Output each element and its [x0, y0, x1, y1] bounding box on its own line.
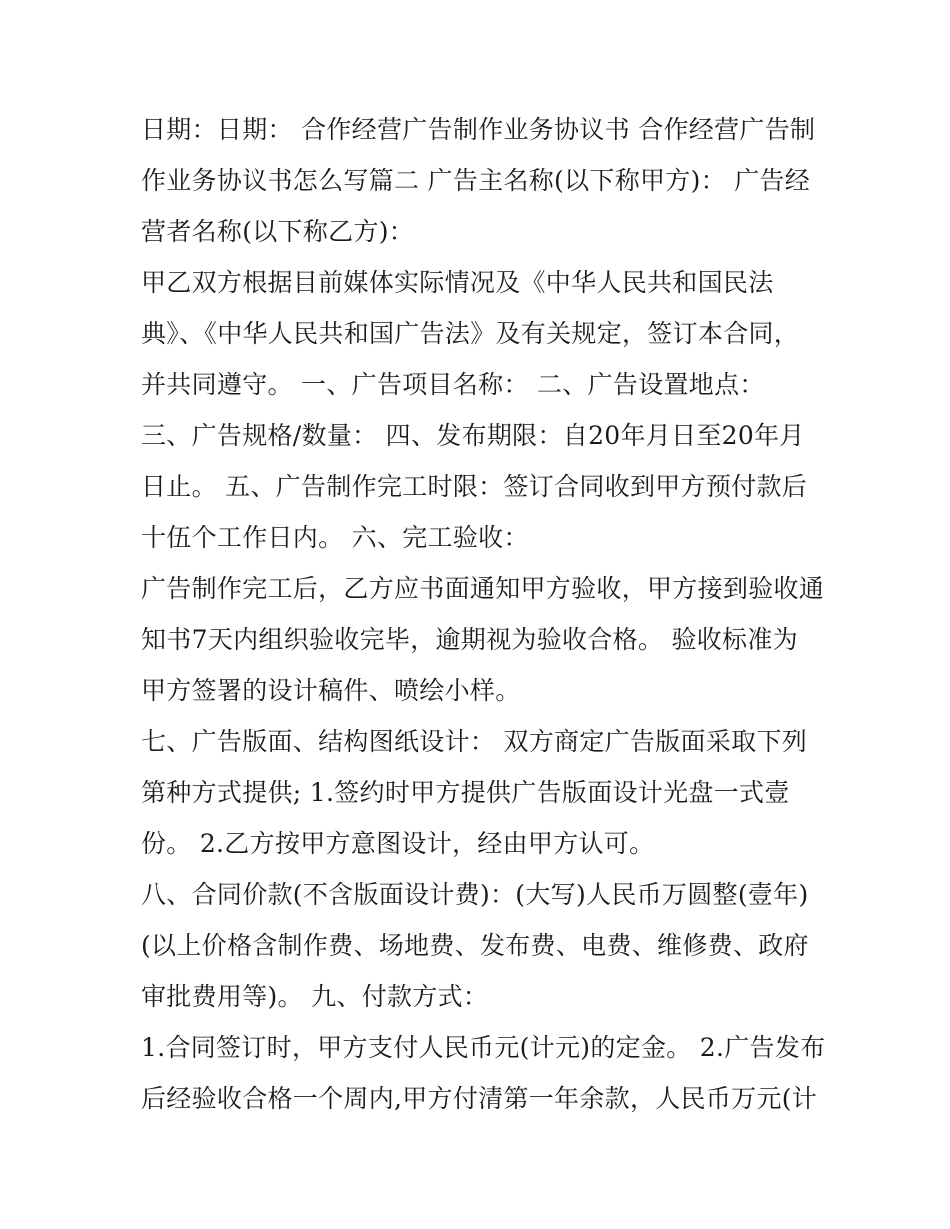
text-line: 第种方式提供; 1.签约时甲方提供广告版面设计光盘一式壹	[141, 778, 790, 807]
text-line: 甲乙双方根据目前媒体实际情况及《中华人民共和国民法	[141, 268, 774, 297]
text-line: 1.合同签订时，甲方支付人民币元(计元)的定金。 2.广告发布	[141, 1033, 826, 1062]
text-line: (以上价格含制作费、场地费、发布费、电费、维修费、政府	[141, 931, 809, 960]
text-line: 八、合同价款(不含版面设计费)：(大写)人民币万圆整(壹年)	[141, 880, 809, 909]
text-line: 份。 2.乙方按甲方意图设计，经由甲方认可。	[141, 829, 655, 858]
text-line: 营者名称(以下称乙方)：	[141, 217, 415, 246]
text-line: 审批费用等)。 九、付款方式：	[141, 982, 489, 1011]
text-line: 甲方签署的设计稿件、喷绘小样。	[141, 676, 521, 705]
document-body	[141, 104, 831, 1124]
text-line: 日期：日期： 合作经营广告制作业务协议书 合作经营广告制	[141, 115, 816, 144]
text-line: 典》、《中华人民共和国广告法》及有关规定，签订本合同，	[141, 319, 800, 348]
text-line: 作业务协议书怎么写篇二 广告主名称(以下称甲方)： 广告经	[141, 166, 811, 195]
text-line: 广告制作完工后，乙方应书面通知甲方验收，甲方接到验收通	[141, 574, 825, 603]
text-line: 后经验收合格一个周内,甲方付清第一年余款，人民币万元(计	[141, 1084, 818, 1113]
text-line: 并共同遵守。 一、广告项目名称： 二、广告设置地点：	[141, 370, 765, 399]
text-line: 十伍个工作日内。 六、完工验收：	[141, 523, 529, 552]
text-line: 日止。 五、广告制作完工时限：签订合同收到甲方预付款后	[141, 472, 808, 501]
text-line: 三、广告规格/数量： 四、发布期限：自20年月日至20年月	[141, 421, 805, 450]
text-line: 知书7天内组织验收完毕，逾期视为验收合格。 验收标准为	[141, 625, 798, 654]
text-line: 七、广告版面、结构图纸设计： 双方商定广告版面采取下列	[141, 727, 808, 756]
